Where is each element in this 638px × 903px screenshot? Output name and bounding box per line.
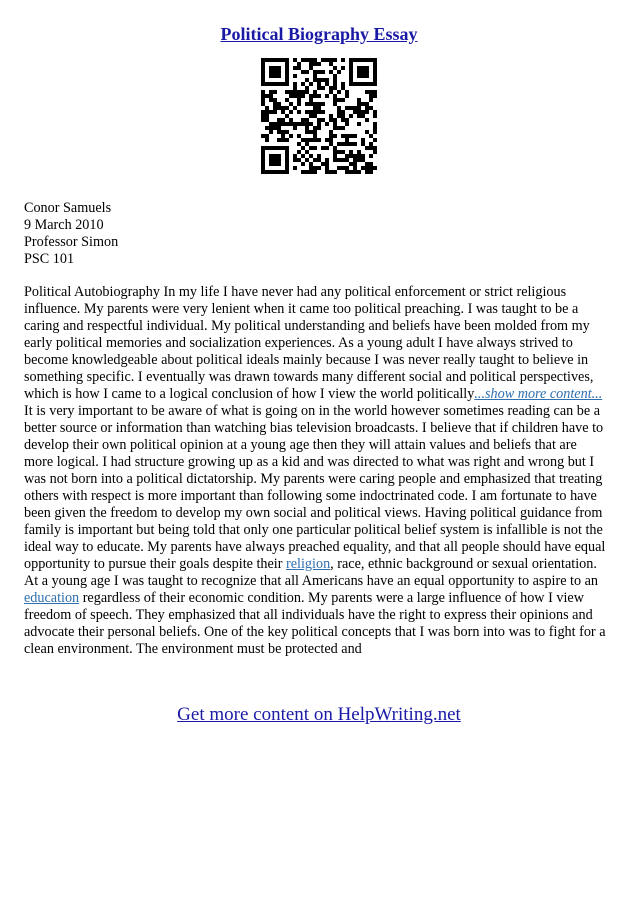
religion-link[interactable]: religion xyxy=(286,556,331,572)
footer xyxy=(0,704,638,726)
education-link[interactable]: education xyxy=(24,590,80,606)
document-title xyxy=(0,24,638,45)
essay-header xyxy=(24,200,118,268)
paragraph-main-text-a: It is very important to be aware of what is going on in the world however sometimes reading can be a better source or information than watching bias television broadcasts. I believe that if children have to develop their own political opinion at a young age then they will attain values and beliefs that are more logical. I had structure growing up as a kid and was directed to what was right and wrong but I was not born into a political dictatorship. My parents were caring people and emphasized that treating others with respect is more important than following some indoctrinated code. I am fortunate to have been given the freedom to develop my own social and political views. Having political guidance from family is important but being told that only one particular political belief system is infallible is not the ideal way to educate. My parents have always preached equality, and that all people should have equal opportunity to pursue their goals despite their xyxy=(24,403,606,572)
qr-code-icon xyxy=(261,58,377,174)
show-more-link[interactable]: ...show more content... xyxy=(474,386,603,402)
title-link[interactable]: Political Biography Essay xyxy=(220,24,418,44)
paragraph-main xyxy=(24,403,608,658)
essay-body xyxy=(24,284,608,658)
footer-link[interactable]: Get more content on HelpWriting.net xyxy=(177,704,461,725)
course-code: PSC 101 xyxy=(24,251,75,267)
professor-name: Professor Simon xyxy=(24,234,119,250)
paragraph-intro-text: Political Autobiography In my life I have never had any political enforcement or strict religious influence. My parents were very lenient when it came too political preaching. I was taught to be a caring and respectful individual. My political understanding and beliefs have been molded from my early political memories and socialization experiences. As a young adult I have always strived to become knowledgeable about political ideals mainly because I was never really taught to believe in something specific. I eventually was drawn towards many different social and political perspectives, which is how I came to a logical conclusion of how I view the world politically xyxy=(24,284,594,402)
paragraph-intro xyxy=(24,284,608,403)
paragraph-main-text-b: , race, ethnic background or sexual orientation. At a young age I was taught to recognize that all Americans have an equal opportunity to aspire to an xyxy=(24,556,599,589)
essay-date: 9 March 2010 xyxy=(24,217,104,233)
author-name: Conor Samuels xyxy=(24,200,112,216)
paragraph-main-text-c: regardless of their economic condition. My parents were a large influence of how I view freedom of speech. They emphasized that all individuals have the right to express their opinions and advocate their personal beliefs. One of the key political concepts that I was born into was to fight for a clean environment. The environment must be protected and xyxy=(24,590,606,657)
